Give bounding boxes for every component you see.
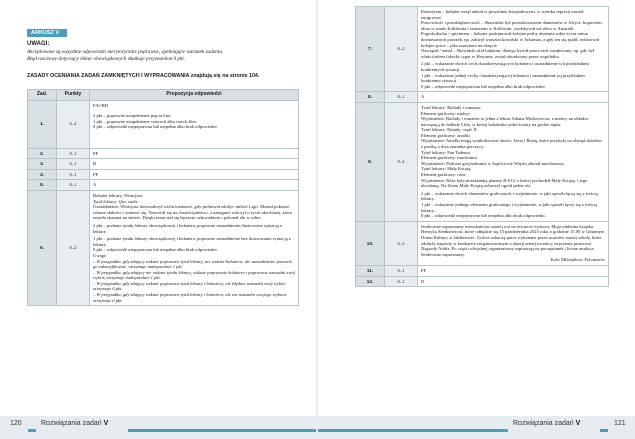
header-points: Punkty xyxy=(57,90,90,101)
notes-heading: UWAGI: xyxy=(27,41,50,47)
task-number: 3. xyxy=(28,159,57,170)
answer-line: FF xyxy=(421,267,427,273)
task-points: 0–1 xyxy=(57,148,90,159)
table-row xyxy=(356,7,609,92)
page-number-right: 121 xyxy=(614,420,626,427)
task-points: 0–3 xyxy=(385,221,418,265)
answer-line: 1 pkt – wskazanie jednego elementu graficznego i wyjaśnienie, w jaki sposób łączy się z treścią lektury. xyxy=(421,202,598,213)
answer-line: Tytuł lektury: Mały Książę xyxy=(421,166,471,172)
answer-line: PF xyxy=(93,150,99,156)
footer-title-roman: V xyxy=(575,420,581,427)
answer-table-left xyxy=(27,89,299,306)
page-gutter xyxy=(316,0,318,439)
footer-right xyxy=(318,416,635,439)
notes-line: Akceptowane są wszystkie odpowiedzi merytorycznie poprawne, spełniające warunek zadania. xyxy=(27,49,224,55)
task-number: 7. xyxy=(356,7,385,92)
answer-line: Element graficzny: muchomor xyxy=(421,155,478,161)
task-number: 12. xyxy=(356,276,385,287)
task-answer xyxy=(90,148,299,159)
answer-line: A xyxy=(421,94,425,100)
task-answer xyxy=(418,265,609,276)
task-answer xyxy=(418,221,609,265)
answer-line: 1 pkt – podanie tytułu lektury obowiązkowej i bohatera, poprawne uzasadnienie bez ilustrowania sytuacją z lektury. xyxy=(93,236,291,247)
task-answer xyxy=(418,276,609,287)
footer-title-roman: V xyxy=(103,420,109,427)
footer-accent-bar-left xyxy=(28,429,36,432)
answer-line: 2 pkt – wskazanie dwóch cech charakteryzujących bohatera i uzasadnienie ich przykładami konkretnych sytuacji. xyxy=(421,61,589,72)
table-row xyxy=(356,92,609,103)
answer-line: B xyxy=(93,161,97,167)
task-answer xyxy=(90,180,299,191)
task-answer xyxy=(90,100,299,148)
table-row xyxy=(356,102,609,221)
answer-line: 1 pkt – poprawne uzupełnienie czterech albo trzech liter. xyxy=(93,118,197,124)
answer-line: Element graficzny: róża xyxy=(421,172,466,178)
page-number-left: 120 xyxy=(10,420,22,427)
table-row xyxy=(28,148,299,159)
note-line: – W przypadku, gdy zdający wskaże poprawnie tytuł lektury i bohatera, ale błędnie uzasadni swój wybór, otrzymuje 0 pkt. xyxy=(93,280,286,292)
answer-line: Wyjaśnienie: Aniołki mogą symbolizować dzieci, Józia i Rózię, które przybyły na obrzęd dziadów z prośbą o dwa ziarenka gorczycy. xyxy=(421,138,603,150)
header-task: Zad. xyxy=(28,90,57,101)
task-number: 8. xyxy=(356,92,385,103)
task-number: 6. xyxy=(28,190,57,305)
table-row xyxy=(356,276,609,287)
task-answer xyxy=(418,92,609,103)
answer-line: A xyxy=(93,182,97,188)
signature-line: Koło Miłośników Polonistów xyxy=(550,257,605,263)
answer-line: Element graficzny: malwy xyxy=(421,110,470,116)
task-answer xyxy=(90,159,299,170)
answer-line: Wyjaśnienie: Róża była mieszkanką planety B-612, z której pochodził Mały Książę, i jego ukochaną. Na Ziemi Mały Książę zobaczył ogród pełen róż. xyxy=(421,177,588,189)
grading-rules-heading: ZASADY OCENIANIA ZADAŃ ZAMKNIĘTYCH I WYPRACOWANIA znajdują się na stronie 104. xyxy=(27,73,260,79)
answer-line: 0 pkt – odpowiedź niepoprawna lub niepełna albo brak odpowiedzi. xyxy=(421,83,546,89)
answer-line: Uzasadnienie: Winicjusz doświadczył wielu trudności, gdy próbował zdobyć miłość Ligii. Musiał pokonać własne słabości i zmienić się. Nawrócił się na chrześcijaństwo, a następnie walczył o życie ukochanej, która została skazana na śmierć. Dzięki temu stał się lepszym człowiekiem i pokonał zło w sobie. xyxy=(93,204,292,221)
answer-line: 2 pkt – poprawne uzupełnienie pięciu liter. xyxy=(93,113,172,119)
notes-line: Błąd rzeczowy dotyczący lektur obowiązkowych skutkuje przyznaniem 0 pkt. xyxy=(27,56,186,62)
answer-line: Pogoda ducha / optymizm – bohater podejmował kolejne próby ułożenia sobie życia mimo doznawanych porażek, np. założył warsztat kowalski w Arkansas, a gdy ten się spalił, realizował kolejne prace – jako marynarz na okręcie. xyxy=(421,31,599,48)
task-points: 0–1 xyxy=(57,180,90,191)
task-points: 0–2 xyxy=(57,100,90,148)
task-points: 0–2 xyxy=(385,102,418,221)
footer-accent-bar-right xyxy=(600,429,608,432)
task-points: 0–1 xyxy=(385,92,418,103)
answer-line: 0 pkt – odpowiedź niepoprawna lub niepełna albo brak odpowiedzi. xyxy=(93,124,218,130)
table-row xyxy=(28,159,299,170)
task-points: 0–1 xyxy=(57,159,90,170)
sheet-tag: ARKUSZ V xyxy=(27,29,67,37)
answer-line: Bohater lektury: Winicjusz xyxy=(93,192,143,198)
answer-line: Wyjaśnienie: Ballady i romanse to jedna z lektur Adama Mickiewicza, a malwy na okładce nawiązują do ballady Lilie, w której bohaterka sadzi kwiaty na grobie męża. xyxy=(421,116,589,127)
answer-line: Wyjaśnienie: Podczas grzybobrania w Soplicowie Wojski zbierał muchomory. xyxy=(421,160,565,166)
task-answer xyxy=(90,169,299,180)
notes-text xyxy=(27,49,297,63)
answer-line: Tytuł lektury: Pan Tadeusz xyxy=(421,149,471,155)
answer-line: 2 pkt – podanie tytułu lektury obowiązkowej i bohatera, poprawne uzasadnienie ilustrowane sytuacją z lektury. xyxy=(93,222,283,234)
answer-line: Serdecznie zapraszamy mieszkańców naszej wsi na otwarcie wystawy Moja ulubiona książka Henryka Sienkiewicza, które odbędzie się 15 października 2025 roku o godzinie 15.00 w Gminnym Domu Kultury w Jabłonowie. Goście zobaczą prace wykonane przez uczniów naszej szkoły, które zdobyły nagrody w konkursie zorganizowanym z okazji setnej rocznicy wręczenia pisarzowi Nagrody Nobla. Po części oficjalnej organizatorzy zapraszają na poczęstunek i liczne atrakcje. Serdecznie zapraszamy. xyxy=(421,223,605,257)
task-number: 11. xyxy=(356,265,385,276)
answer-line: D xyxy=(421,278,425,284)
footer-title-left xyxy=(41,420,108,427)
task-number: 4. xyxy=(28,169,57,180)
answer-line: PP xyxy=(93,171,99,177)
header-answer: Propozycja odpowiedzi xyxy=(90,90,299,101)
notes-subheading: Uwagi: xyxy=(93,252,107,258)
table-row xyxy=(28,100,299,148)
task-points: 0–2 xyxy=(57,190,90,305)
task-number: 1. xyxy=(28,100,57,148)
answer-line: Patriotyzm – bohater wziął udział w powstaniu listopadowym, w wyniku represji musiał emigrować. xyxy=(421,9,584,20)
answer-table-right xyxy=(355,6,609,287)
task-number: 5. xyxy=(28,180,57,191)
answer-line: FACBD xyxy=(93,102,108,108)
table-row xyxy=(356,265,609,276)
task-points: 0–1 xyxy=(385,276,418,287)
answer-line: Pracowitość i przedsiębiorczość – Skawiński był poszukiwaczem diamentów w Afryce, kopaczem złota w stanie Kalifornia i farmerem w Kalifornii, wydobywał też złoto w Australii. xyxy=(421,20,602,31)
answer-line: Element graficzny: aniołki xyxy=(421,132,470,138)
answer-line: 0 pkt – odpowiedź niepoprawna lub niepełna albo brak odpowiedzi. xyxy=(93,247,218,253)
answer-line: Tytuł lektury: Quo vadis xyxy=(93,198,138,204)
task-answer xyxy=(418,102,609,221)
note-line: – W przypadku, gdy zdający wskaże poprawnie tytuł lektury i bohatera, ale nie uzasadni swojego wyboru, otrzymuje 0 pkt. xyxy=(93,292,288,303)
task-answer xyxy=(90,190,299,305)
table-row xyxy=(28,190,299,305)
footer-title-text: Rozwiązania zadań xyxy=(41,420,102,427)
answer-line: 2 pkt – wskazanie dwóch elementów graficznych i wyjaśnienie, w jaki sposób łączą się z treścią lektury. xyxy=(421,190,598,202)
task-number: 9. xyxy=(356,102,385,221)
task-number: 10. xyxy=(356,221,385,265)
answer-line: 0 pkt – odpowiedź niepoprawna lub niepełna albo brak odpowiedzi. xyxy=(421,213,546,219)
table-row xyxy=(356,221,609,265)
footer-title-text: Rozwiązania zadań xyxy=(513,420,574,427)
note-line: – W przypadku, gdy zdający nie wskaże tytułu lektury, wskaże poprawnie bohatera i poprawnie uzasadni swój wybór, otrzymuje maksymalnie 1 pkt. xyxy=(93,269,295,281)
task-answer xyxy=(418,7,609,92)
footer-accent-bar-left-long xyxy=(128,429,316,432)
answer-line: Nawiązał / uznał – Skawiński ufał ludziom, dlatego bywał przez nich oszukiwany, np. gdy był właścicielem fabryki cygar w Hawanie, został okradziony przez wspólnika. xyxy=(421,48,595,59)
answer-line: Tytuł lektury: Ballady i romanse xyxy=(421,104,481,110)
table-row xyxy=(28,180,299,191)
answer-line: Tytuł lektury: Dziady, część II xyxy=(421,127,477,133)
note-line: – W przypadku, gdy zdający wskaże poprawnie tytuł lektury, nie wskaże bohatera, ale uzasadnienie pozwala go zidentyfikować, otrzymuje maksymalnie 1 pkt. xyxy=(93,258,292,270)
footer-title-right xyxy=(513,420,580,427)
table-row xyxy=(28,169,299,180)
task-number: 2. xyxy=(28,148,57,159)
task-points: 0–1 xyxy=(385,265,418,276)
footer-accent-bar-right-long xyxy=(318,429,508,432)
task-points: 0–1 xyxy=(57,169,90,180)
answer-line: 1 pkt – wskazanie jednej cechy charakteryzującej bohatera i uzasadnienie jej przykładem konkretnej sytuacji. xyxy=(421,72,585,84)
task-points: 0–2 xyxy=(385,7,418,92)
